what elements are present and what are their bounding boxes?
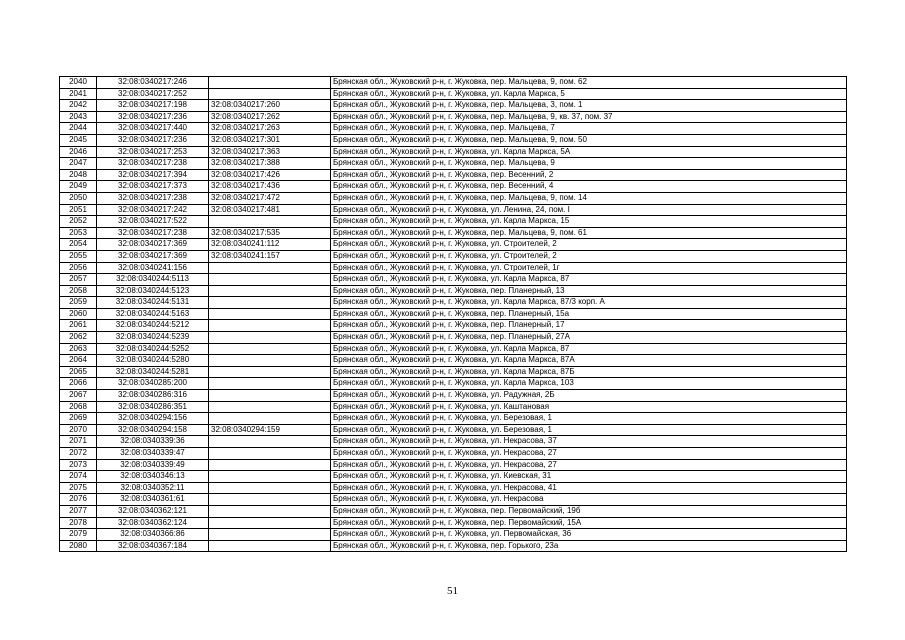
address-cell: Брянская обл., Жуковский р-н, г. Жуковка, ул. Строителей, 2 — [331, 239, 847, 251]
page-number: 51 — [447, 585, 458, 597]
table-row — [60, 529, 847, 541]
table-row — [60, 436, 847, 448]
address-cell: Брянская обл., Жуковский р-н, г. Жуковка, ул. Карла Маркса, 87/3 корп. А — [331, 297, 847, 309]
row-number-cell: 2077 — [60, 505, 97, 517]
related-cadastral-number-cell: 32:08:0340217:301 — [209, 134, 331, 146]
table-row — [60, 158, 847, 170]
row-number-cell: 2058 — [60, 285, 97, 297]
address-cell: Брянская обл., Жуковский р-н, г. Жуковка, ул. Карла Маркса, 15 — [331, 216, 847, 228]
address-cell: Брянская обл., Жуковский р-н, г. Жуковка, пер. Мальцева, 9, пом. 61 — [331, 227, 847, 239]
table-row — [60, 355, 847, 367]
table-row — [60, 250, 847, 262]
address-cell: Брянская обл., Жуковский р-н, г. Жуковка, ул. Карла Маркса, 5А — [331, 146, 847, 158]
address-cell: Брянская обл., Жуковский р-н, г. Жуковка, ул. Карла Маркса, 87 — [331, 343, 847, 355]
cadastral-number-cell: 32:08:0340339:47 — [97, 448, 209, 460]
table-row — [60, 308, 847, 320]
related-cadastral-number-cell — [209, 401, 331, 413]
related-cadastral-number-cell — [209, 448, 331, 460]
table-row — [60, 297, 847, 309]
table-body — [60, 77, 847, 552]
property-register-table — [59, 76, 847, 552]
cadastral-number-cell: 32:08:0340217:253 — [97, 146, 209, 158]
table-row — [60, 390, 847, 402]
row-number-cell: 2064 — [60, 355, 97, 367]
row-number-cell: 2065 — [60, 366, 97, 378]
row-number-cell: 2051 — [60, 204, 97, 216]
row-number-cell: 2057 — [60, 274, 97, 286]
related-cadastral-number-cell: 32:08:0340241:157 — [209, 250, 331, 262]
cadastral-number-cell: 32:08:0340241:156 — [97, 262, 209, 274]
table-row — [60, 262, 847, 274]
table-row — [60, 123, 847, 135]
related-cadastral-number-cell: 32:08:0340217:263 — [209, 123, 331, 135]
table-row — [60, 192, 847, 204]
row-number-cell: 2048 — [60, 169, 97, 181]
cadastral-number-cell: 32:08:0340244:5163 — [97, 308, 209, 320]
address-cell: Брянская обл., Жуковский р-н, г. Жуковка, ул. Некрасова — [331, 494, 847, 506]
table-row — [60, 517, 847, 529]
row-number-cell: 2067 — [60, 390, 97, 402]
cadastral-number-cell: 32:08:0340367:184 — [97, 540, 209, 552]
related-cadastral-number-cell — [209, 413, 331, 425]
address-cell: Брянская обл., Жуковский р-н, г. Жуковка, ул. Каштановая — [331, 401, 847, 413]
cadastral-number-cell: 32:08:0340217:369 — [97, 250, 209, 262]
cadastral-number-cell: 32:08:0340294:156 — [97, 413, 209, 425]
address-cell: Брянская обл., Жуковский р-н, г. Жуковка, ул. Карла Маркса, 87А — [331, 355, 847, 367]
cadastral-number-cell: 32:08:0340285:200 — [97, 378, 209, 390]
related-cadastral-number-cell — [209, 308, 331, 320]
row-number-cell: 2056 — [60, 262, 97, 274]
row-number-cell: 2047 — [60, 158, 97, 170]
row-number-cell: 2074 — [60, 471, 97, 483]
table-row — [60, 169, 847, 181]
address-cell: Брянская обл., Жуковский р-н, г. Жуковка, пер. Мальцева, 3, пом. 1 — [331, 100, 847, 112]
address-cell: Брянская обл., Жуковский р-н, г. Жуковка, ул. Карла Маркса, 87Б — [331, 366, 847, 378]
related-cadastral-number-cell: 32:08:0340217:436 — [209, 181, 331, 193]
related-cadastral-number-cell — [209, 285, 331, 297]
row-number-cell: 2052 — [60, 216, 97, 228]
related-cadastral-number-cell — [209, 343, 331, 355]
cadastral-number-cell: 32:08:0340217:198 — [97, 100, 209, 112]
cadastral-number-cell: 32:08:0340244:5123 — [97, 285, 209, 297]
table-row — [60, 540, 847, 552]
row-number-cell: 2070 — [60, 424, 97, 436]
address-cell: Брянская обл., Жуковский р-н, г. Жуковка, пер. Весенний, 2 — [331, 169, 847, 181]
row-number-cell: 2063 — [60, 343, 97, 355]
related-cadastral-number-cell — [209, 274, 331, 286]
address-cell: Брянская обл., Жуковский р-н, г. Жуковка, пер. Первомайский, 15А — [331, 517, 847, 529]
related-cadastral-number-cell: 32:08:0340217:481 — [209, 204, 331, 216]
cadastral-number-cell: 32:08:0340217:369 — [97, 239, 209, 251]
related-cadastral-number-cell — [209, 297, 331, 309]
row-number-cell: 2069 — [60, 413, 97, 425]
address-cell: Брянская обл., Жуковский р-н, г. Жуковка, ул. Некрасова, 27 — [331, 448, 847, 460]
cadastral-number-cell: 32:08:0340244:5113 — [97, 274, 209, 286]
related-cadastral-number-cell — [209, 459, 331, 471]
address-cell: Брянская обл., Жуковский р-н, г. Жуковка, ул. Березовая, 1 — [331, 424, 847, 436]
cadastral-number-cell: 32:08:0340244:5281 — [97, 366, 209, 378]
row-number-cell: 2062 — [60, 332, 97, 344]
table-row — [60, 204, 847, 216]
table-row — [60, 111, 847, 123]
cadastral-number-cell: 32:08:0340217:242 — [97, 204, 209, 216]
row-number-cell: 2040 — [60, 77, 97, 89]
related-cadastral-number-cell — [209, 320, 331, 332]
address-cell: Брянская обл., Жуковский р-н, г. Жуковка, ул. Ленина, 24, пом. I — [331, 204, 847, 216]
related-cadastral-number-cell — [209, 482, 331, 494]
related-cadastral-number-cell — [209, 332, 331, 344]
related-cadastral-number-cell — [209, 494, 331, 506]
related-cadastral-number-cell: 32:08:0340217:363 — [209, 146, 331, 158]
cadastral-number-cell: 32:08:0340217:236 — [97, 111, 209, 123]
related-cadastral-number-cell — [209, 366, 331, 378]
table-row — [60, 424, 847, 436]
related-cadastral-number-cell — [209, 262, 331, 274]
row-number-cell: 2042 — [60, 100, 97, 112]
row-number-cell: 2071 — [60, 436, 97, 448]
table-row — [60, 378, 847, 390]
table-row — [60, 471, 847, 483]
address-cell: Брянская обл., Жуковский р-н, г. Жуковка, ул. Киевская, 31 — [331, 471, 847, 483]
address-cell: Брянская обл., Жуковский р-н, г. Жуковка, пер. Планерный, 17 — [331, 320, 847, 332]
address-cell: Брянская обл., Жуковский р-н, г. Жуковка, пер. Весенний, 4 — [331, 181, 847, 193]
cadastral-number-cell: 32:08:0340352:11 — [97, 482, 209, 494]
table-row — [60, 320, 847, 332]
table-row — [60, 343, 847, 355]
related-cadastral-number-cell — [209, 355, 331, 367]
table-row — [60, 100, 847, 112]
address-cell: Брянская обл., Жуковский р-н, г. Жуковка, ул. Первомайская, 36 — [331, 529, 847, 541]
cadastral-number-cell: 32:08:0340217:238 — [97, 227, 209, 239]
table-row — [60, 227, 847, 239]
cadastral-number-cell: 32:08:0340217:522 — [97, 216, 209, 228]
address-cell: Брянская обл., Жуковский р-н, г. Жуковка, ул. Некрасова, 37 — [331, 436, 847, 448]
related-cadastral-number-cell: 32:08:0340217:260 — [209, 100, 331, 112]
cadastral-number-cell: 32:08:0340339:36 — [97, 436, 209, 448]
cadastral-number-cell: 32:08:0340346:13 — [97, 471, 209, 483]
table-row — [60, 181, 847, 193]
related-cadastral-number-cell — [209, 390, 331, 402]
table-row — [60, 77, 847, 89]
related-cadastral-number-cell — [209, 216, 331, 228]
cadastral-number-cell: 32:08:0340217:252 — [97, 88, 209, 100]
address-cell: Брянская обл., Жуковский р-н, г. Жуковка, пер. Первомайский, 19б — [331, 505, 847, 517]
cadastral-number-cell: 32:08:0340217:238 — [97, 158, 209, 170]
row-number-cell: 2045 — [60, 134, 97, 146]
address-cell: Брянская обл., Жуковский р-н, г. Жуковка, пер. Мальцева, 9, кв. 37, пом. 37 — [331, 111, 847, 123]
table-row — [60, 285, 847, 297]
row-number-cell: 2044 — [60, 123, 97, 135]
cadastral-number-cell: 32:08:0340339:49 — [97, 459, 209, 471]
row-number-cell: 2061 — [60, 320, 97, 332]
cadastral-number-cell: 32:08:0340244:5252 — [97, 343, 209, 355]
row-number-cell: 2043 — [60, 111, 97, 123]
row-number-cell: 2079 — [60, 529, 97, 541]
row-number-cell: 2050 — [60, 192, 97, 204]
related-cadastral-number-cell — [209, 77, 331, 89]
cadastral-number-cell: 32:08:0340217:236 — [97, 134, 209, 146]
address-cell: Брянская обл., Жуковский р-н, г. Жуковка, пер. Мальцева, 7 — [331, 123, 847, 135]
address-cell: Брянская обл., Жуковский р-н, г. Жуковка, ул. Радужная, 2Б — [331, 390, 847, 402]
row-number-cell: 2072 — [60, 448, 97, 460]
table-row — [60, 216, 847, 228]
related-cadastral-number-cell: 32:08:0340217:535 — [209, 227, 331, 239]
table-row — [60, 494, 847, 506]
row-number-cell: 2066 — [60, 378, 97, 390]
related-cadastral-number-cell: 32:08:0340217:472 — [209, 192, 331, 204]
table-row — [60, 88, 847, 100]
cadastral-number-cell: 32:08:0340217:440 — [97, 123, 209, 135]
address-cell: Брянская обл., Жуковский р-н, г. Жуковка, ул. Некрасова, 41 — [331, 482, 847, 494]
related-cadastral-number-cell — [209, 540, 331, 552]
address-cell: Брянская обл., Жуковский р-н, г. Жуковка, пер. Мальцева, 9, пом. 62 — [331, 77, 847, 89]
row-number-cell: 2060 — [60, 308, 97, 320]
address-cell: Брянская обл., Жуковский р-н, г. Жуковка, ул. Карла Маркса, 87 — [331, 274, 847, 286]
cadastral-number-cell: 32:08:0340366:86 — [97, 529, 209, 541]
cadastral-number-cell: 32:08:0340361:61 — [97, 494, 209, 506]
address-cell: Брянская обл., Жуковский р-н, г. Жуковка, пер. Мальцева, 9, пом. 14 — [331, 192, 847, 204]
address-cell: Брянская обл., Жуковский р-н, г. Жуковка, ул. Карла Маркса, 5 — [331, 88, 847, 100]
address-cell: Брянская обл., Жуковский р-н, г. Жуковка, пер. Планерный, 27А — [331, 332, 847, 344]
table-row — [60, 134, 847, 146]
related-cadastral-number-cell: 32:08:0340217:262 — [209, 111, 331, 123]
table-row — [60, 366, 847, 378]
address-cell: Брянская обл., Жуковский р-н, г. Жуковка, ул. Строителей, 1г — [331, 262, 847, 274]
address-cell: Брянская обл., Жуковский р-н, г. Жуковка, ул. Некрасова, 27 — [331, 459, 847, 471]
row-number-cell: 2053 — [60, 227, 97, 239]
related-cadastral-number-cell — [209, 505, 331, 517]
cadastral-number-cell: 32:08:0340217:394 — [97, 169, 209, 181]
address-cell: Брянская обл., Жуковский р-н, г. Жуковка, ул. Строителей, 2 — [331, 250, 847, 262]
table-row — [60, 274, 847, 286]
address-cell: Брянская обл., Жуковский р-н, г. Жуковка, пер. Планерный, 15а — [331, 308, 847, 320]
table-row — [60, 505, 847, 517]
cadastral-number-cell: 32:08:0340217:238 — [97, 192, 209, 204]
related-cadastral-number-cell: 32:08:0340217:388 — [209, 158, 331, 170]
cadastral-number-cell: 32:08:0340362:124 — [97, 517, 209, 529]
cadastral-number-cell: 32:08:0340244:5131 — [97, 297, 209, 309]
cadastral-number-cell: 32:08:0340217:246 — [97, 77, 209, 89]
address-cell: Брянская обл., Жуковский р-н, г. Жуковка, пер. Мальцева, 9, пом. 50 — [331, 134, 847, 146]
row-number-cell: 2076 — [60, 494, 97, 506]
related-cadastral-number-cell — [209, 517, 331, 529]
related-cadastral-number-cell: 32:08:0340241:112 — [209, 239, 331, 251]
related-cadastral-number-cell: 32:08:0340217:426 — [209, 169, 331, 181]
table-row — [60, 332, 847, 344]
related-cadastral-number-cell: 32:08:0340294:159 — [209, 424, 331, 436]
related-cadastral-number-cell — [209, 88, 331, 100]
table-row — [60, 459, 847, 471]
table-row — [60, 448, 847, 460]
table-row — [60, 401, 847, 413]
table-row — [60, 146, 847, 158]
related-cadastral-number-cell — [209, 529, 331, 541]
cadastral-number-cell: 32:08:0340244:5280 — [97, 355, 209, 367]
row-number-cell: 2049 — [60, 181, 97, 193]
row-number-cell: 2073 — [60, 459, 97, 471]
address-cell: Брянская обл., Жуковский р-н, г. Жуковка, пер. Мальцева, 9 — [331, 158, 847, 170]
row-number-cell: 2055 — [60, 250, 97, 262]
table-row — [60, 482, 847, 494]
cadastral-number-cell: 32:08:0340294:158 — [97, 424, 209, 436]
table-row — [60, 239, 847, 251]
cadastral-number-cell: 32:08:0340362:121 — [97, 505, 209, 517]
row-number-cell: 2054 — [60, 239, 97, 251]
row-number-cell: 2075 — [60, 482, 97, 494]
address-cell: Брянская обл., Жуковский р-н, г. Жуковка, ул. Березовая, 1 — [331, 413, 847, 425]
row-number-cell: 2046 — [60, 146, 97, 158]
row-number-cell: 2041 — [60, 88, 97, 100]
cadastral-number-cell: 32:08:0340244:5239 — [97, 332, 209, 344]
cadastral-number-cell: 32:08:0340244:5212 — [97, 320, 209, 332]
cadastral-number-cell: 32:08:0340286:316 — [97, 390, 209, 402]
address-cell: Брянская обл., Жуковский р-н, г. Жуковка, пер. Горького, 23а — [331, 540, 847, 552]
row-number-cell: 2059 — [60, 297, 97, 309]
related-cadastral-number-cell — [209, 378, 331, 390]
table-row — [60, 413, 847, 425]
address-cell: Брянская обл., Жуковский р-н, г. Жуковка, ул. Карла Маркса, 103 — [331, 378, 847, 390]
address-cell: Брянская обл., Жуковский р-н, г. Жуковка, пер. Планерный, 13 — [331, 285, 847, 297]
cadastral-number-cell: 32:08:0340217:373 — [97, 181, 209, 193]
cadastral-number-cell: 32:08:0340286:351 — [97, 401, 209, 413]
row-number-cell: 2068 — [60, 401, 97, 413]
related-cadastral-number-cell — [209, 471, 331, 483]
row-number-cell: 2078 — [60, 517, 97, 529]
related-cadastral-number-cell — [209, 436, 331, 448]
row-number-cell: 2080 — [60, 540, 97, 552]
